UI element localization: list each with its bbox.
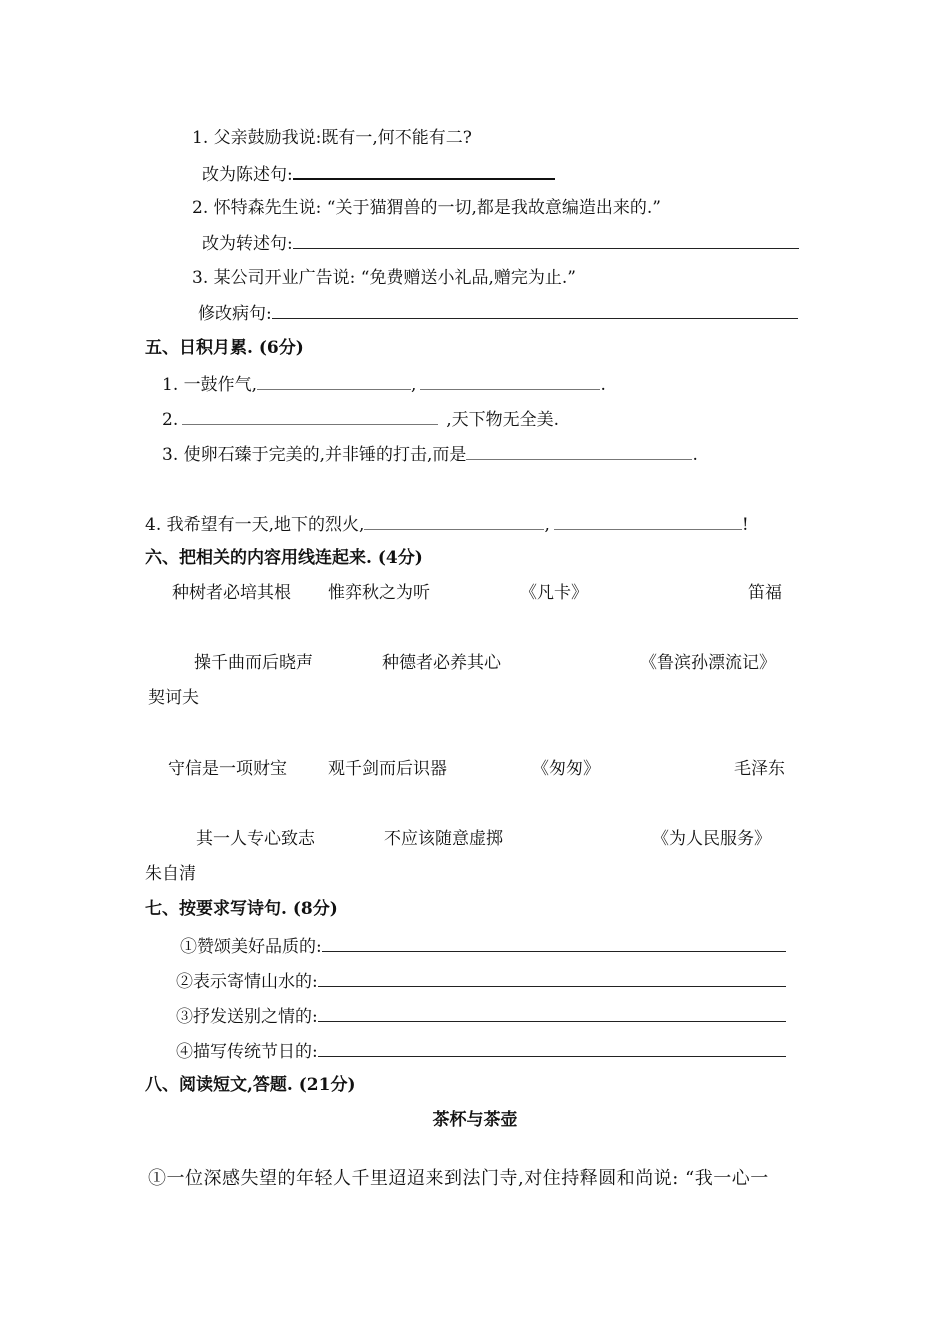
s7-item3 [176,1003,786,1029]
s5-item2-text: ,天下物无全美. [446,410,560,430]
q1-answer-line [202,160,555,187]
s7-item1-blank[interactable] [322,933,786,952]
s7-item2 [176,968,786,994]
q1-text: 1. 父亲鼓励我说:既有一,何不能有二? [192,128,472,148]
s7-item2-blank[interactable] [318,968,786,987]
s5-item1-sep: , [411,375,417,395]
match-r2-c2[interactable]: 种德者必养其心 [382,653,501,673]
section6-title: 六、把相关的内容用线连起来. (4分) [145,548,423,568]
q1-prompt: 改为陈述句: [202,165,293,185]
s5-item4-sep: , [544,515,550,535]
q2-answer-line [202,230,799,256]
s5-item2 [162,406,559,432]
s7-item4-blank[interactable] [318,1038,786,1057]
match-r3-c2[interactable]: 观千剑而后识器 [328,759,447,779]
q3-text: 3. 某公司开业广告说: “免费赠送小礼品,赠完为止.” [192,268,576,288]
match-r4-c3[interactable]: 《为人民服务》 [652,829,771,849]
s7-item1-text: ①赞颂美好品质的: [180,937,322,957]
s5-item4 [145,511,749,537]
s5-item4-text: 4. 我希望有一天,地下的烈火, [145,515,365,535]
s5-item3-blank[interactable] [466,441,692,460]
s5-item1-blank2[interactable] [420,371,600,390]
match-r2-c4[interactable]: 契诃夫 [148,688,199,708]
s5-item3-end: . [692,445,698,465]
s5-item3-text: 3. 使卵石臻于完美的,并非锤的打击,而是 [162,445,467,465]
s5-item1 [162,371,606,397]
q2-text: 2. 怀特森先生说: “关于猫猬兽的一切,都是我故意编造出来的.” [192,198,661,218]
q3-answer-line [198,300,798,326]
match-r2-c3[interactable]: 《鲁滨孙漂流记》 [640,653,776,673]
s7-item2-text: ②表示寄情山水的: [176,972,318,992]
section5-title: 五、日积月累. (6分) [145,338,304,358]
match-r2-c1[interactable]: 操千曲而后晓声 [194,653,313,673]
s7-item1 [180,933,786,959]
match-r3-c3[interactable]: 《匆匆》 [532,759,600,779]
s5-item4-blank2[interactable] [554,511,742,530]
s5-item1-blank1[interactable] [257,371,411,390]
section7-title: 七、按要求写诗句. (8分) [145,899,338,919]
q3-prompt: 修改病句: [198,304,272,324]
match-r4-c1[interactable]: 其一人专心致志 [196,829,315,849]
match-r1-c4[interactable]: 笛福 [748,583,782,603]
match-r3-c4[interactable]: 毛泽东 [734,759,785,779]
s5-item3 [162,441,698,467]
q1-answer-blank[interactable] [293,160,555,180]
s5-item1-end: . [600,375,606,395]
q3-answer-blank[interactable] [272,300,798,319]
s5-item4-end: ! [741,515,749,535]
match-r4-c4[interactable]: 朱自清 [145,864,196,884]
match-r1-c1[interactable]: 种树者必培其根 [172,583,291,603]
s5-item1-text: 1. 一鼓作气, [162,375,258,395]
s5-item2-num: 2. [162,410,179,430]
s5-item4-blank1[interactable] [364,511,544,530]
match-r1-c3[interactable]: 《凡卡》 [520,583,588,603]
passage-title: 茶杯与茶壶 [432,1110,518,1130]
q2-prompt: 改为转述句: [202,234,293,254]
s5-item2-blank[interactable] [182,406,438,425]
q2-answer-blank[interactable] [293,230,799,249]
match-r1-c2[interactable]: 惟弈秋之为听 [328,583,430,603]
section8-title: 八、阅读短文,答题. (21分) [145,1075,356,1095]
match-r3-c1[interactable]: 守信是一项财宝 [168,759,287,779]
s7-item3-text: ③抒发送别之情的: [176,1007,318,1027]
s7-item4 [176,1038,786,1064]
passage-paragraph-1: ①一位深感失望的年轻人千里迢迢来到法门寺,对住持释圆和尚说: “我一心一 [148,1168,769,1189]
s7-item3-blank[interactable] [318,1003,786,1022]
match-r4-c2[interactable]: 不应该随意虚掷 [384,829,503,849]
s7-item4-text: ④描写传统节日的: [176,1042,318,1062]
